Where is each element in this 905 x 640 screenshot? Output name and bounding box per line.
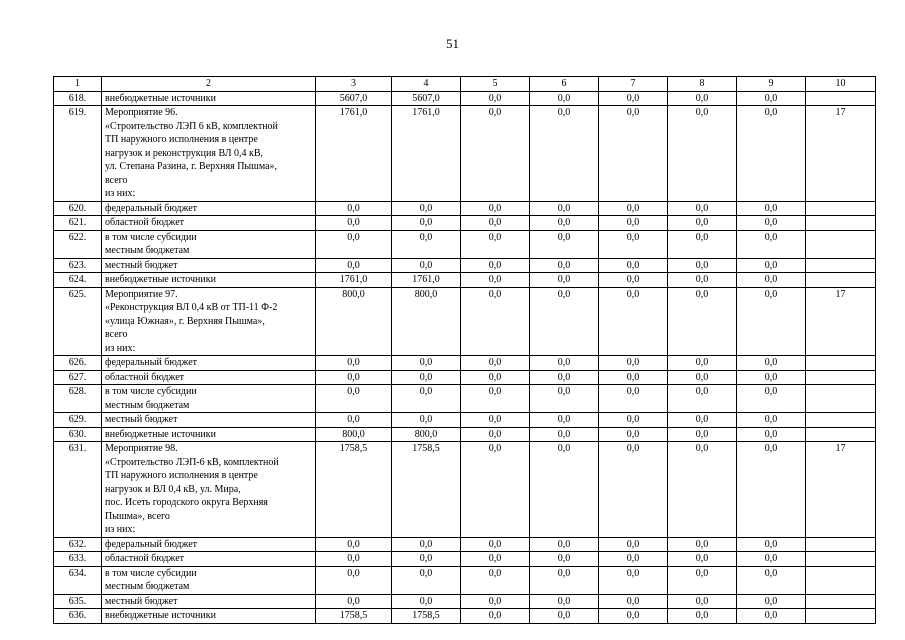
row-description: Мероприятие 97. «Реконструкция ВЛ 0,4 кВ от ТП-11 Ф-2 «улица Южная», г. Верхняя Пышма», всего из них: (102, 287, 316, 356)
row-value: 0,0 (599, 273, 668, 288)
row-reference: 17 (806, 442, 876, 538)
row-value: 0,0 (316, 552, 392, 567)
row-value: 0,0 (392, 413, 461, 428)
row-value: 0,0 (530, 427, 599, 442)
row-number: 620. (54, 201, 102, 216)
row-number: 630. (54, 427, 102, 442)
row-value: 0,0 (392, 258, 461, 273)
row-value: 0,0 (599, 287, 668, 356)
row-value: 0,0 (461, 91, 530, 106)
column-header: 3 (316, 77, 392, 92)
row-value: 0,0 (461, 552, 530, 567)
row-value: 0,0 (668, 287, 737, 356)
row-value: 0,0 (737, 258, 806, 273)
table-row (54, 609, 876, 624)
row-number: 635. (54, 594, 102, 609)
column-header: 10 (806, 77, 876, 92)
table-row (54, 537, 876, 552)
row-reference (806, 385, 876, 413)
row-value: 0,0 (737, 427, 806, 442)
row-description: в том числе субсидии местным бюджетам (102, 566, 316, 594)
row-value: 0,0 (668, 201, 737, 216)
row-value: 0,0 (737, 216, 806, 231)
budget-table (53, 76, 876, 624)
table-row (54, 427, 876, 442)
row-value: 0,0 (737, 106, 806, 202)
row-value: 0,0 (599, 537, 668, 552)
table-row (54, 91, 876, 106)
row-reference (806, 427, 876, 442)
row-value: 0,0 (599, 566, 668, 594)
row-value: 0,0 (668, 91, 737, 106)
row-value: 800,0 (316, 287, 392, 356)
row-value: 0,0 (737, 91, 806, 106)
row-value: 0,0 (668, 594, 737, 609)
row-reference (806, 413, 876, 428)
column-header: 9 (737, 77, 806, 92)
row-number: 618. (54, 91, 102, 106)
row-description: областной бюджет (102, 552, 316, 567)
column-header: 2 (102, 77, 316, 92)
row-value: 0,0 (737, 385, 806, 413)
table-row (54, 216, 876, 231)
row-value: 0,0 (599, 230, 668, 258)
row-value: 0,0 (316, 594, 392, 609)
row-value: 0,0 (392, 594, 461, 609)
row-value: 0,0 (392, 552, 461, 567)
row-description: федеральный бюджет (102, 356, 316, 371)
row-value: 0,0 (737, 356, 806, 371)
row-reference (806, 273, 876, 288)
row-value: 800,0 (392, 287, 461, 356)
row-value: 0,0 (737, 442, 806, 538)
row-value: 0,0 (461, 216, 530, 231)
row-value: 0,0 (392, 356, 461, 371)
row-reference (806, 566, 876, 594)
row-reference (806, 370, 876, 385)
row-value: 0,0 (599, 609, 668, 624)
row-value: 0,0 (668, 566, 737, 594)
row-value: 0,0 (668, 216, 737, 231)
row-value: 0,0 (668, 413, 737, 428)
row-value: 0,0 (530, 442, 599, 538)
row-value: 0,0 (461, 594, 530, 609)
row-description: в том числе субсидии местным бюджетам (102, 230, 316, 258)
row-value: 0,0 (599, 356, 668, 371)
row-value: 0,0 (668, 370, 737, 385)
row-value: 0,0 (530, 413, 599, 428)
row-number: 632. (54, 537, 102, 552)
row-value: 1761,0 (392, 106, 461, 202)
row-value: 0,0 (530, 370, 599, 385)
table-row (54, 201, 876, 216)
row-value: 0,0 (530, 258, 599, 273)
row-value: 0,0 (530, 106, 599, 202)
row-value: 0,0 (737, 201, 806, 216)
row-description: Мероприятие 98. «Строительство ЛЭП-6 кВ, комплектной ТП наружного исполнения в центре нагрузок и ВЛ 0,4 кВ, ул. Мира, пос. Исеть городского округа Верхняя Пышма», всего из них: (102, 442, 316, 538)
row-number: 627. (54, 370, 102, 385)
row-value: 0,0 (530, 594, 599, 609)
row-value: 0,0 (461, 413, 530, 428)
table-row (54, 594, 876, 609)
table-row (54, 552, 876, 567)
table-row (54, 566, 876, 594)
row-value: 0,0 (668, 258, 737, 273)
row-number: 634. (54, 566, 102, 594)
row-value: 0,0 (668, 427, 737, 442)
column-header: 1 (54, 77, 102, 92)
row-value: 0,0 (461, 230, 530, 258)
row-description: местный бюджет (102, 258, 316, 273)
row-value: 1758,5 (316, 442, 392, 538)
table-row (54, 230, 876, 258)
row-value: 0,0 (737, 230, 806, 258)
row-value: 0,0 (599, 106, 668, 202)
row-value: 0,0 (737, 287, 806, 356)
row-value: 0,0 (599, 258, 668, 273)
row-value: 0,0 (461, 385, 530, 413)
row-value: 0,0 (737, 273, 806, 288)
row-description: внебюджетные источники (102, 91, 316, 106)
row-value: 0,0 (599, 427, 668, 442)
row-value: 0,0 (668, 385, 737, 413)
row-value: 800,0 (392, 427, 461, 442)
row-value: 1758,5 (392, 609, 461, 624)
row-value: 0,0 (316, 258, 392, 273)
row-description: Мероприятие 96. «Строительство ЛЭП 6 кВ, комплектной ТП наружного исполнения в центре нагрузок и реконструкция ВЛ 0,4 кВ, ул. Степана Разина, г. Верхняя Пышма», всего из них: (102, 106, 316, 202)
row-reference (806, 216, 876, 231)
row-description: местный бюджет (102, 594, 316, 609)
row-reference (806, 356, 876, 371)
row-value: 1758,5 (316, 609, 392, 624)
row-number: 626. (54, 356, 102, 371)
row-value: 0,0 (316, 230, 392, 258)
row-value: 5607,0 (392, 91, 461, 106)
page-number: 51 (446, 36, 459, 51)
row-value: 0,0 (461, 273, 530, 288)
row-description: областной бюджет (102, 216, 316, 231)
row-value: 0,0 (599, 216, 668, 231)
row-reference (806, 594, 876, 609)
row-reference: 17 (806, 287, 876, 356)
row-value: 0,0 (530, 356, 599, 371)
column-header: 4 (392, 77, 461, 92)
row-value: 0,0 (461, 442, 530, 538)
row-value: 0,0 (316, 413, 392, 428)
row-value: 0,0 (530, 287, 599, 356)
row-value: 0,0 (530, 216, 599, 231)
row-value: 0,0 (461, 356, 530, 371)
row-value: 0,0 (461, 201, 530, 216)
header-row (54, 77, 876, 92)
row-value: 0,0 (316, 566, 392, 594)
row-number: 631. (54, 442, 102, 538)
table-row (54, 258, 876, 273)
row-reference (806, 201, 876, 216)
row-reference (806, 609, 876, 624)
row-value: 0,0 (392, 370, 461, 385)
row-value: 0,0 (668, 106, 737, 202)
row-value: 0,0 (668, 442, 737, 538)
row-value: 0,0 (461, 106, 530, 202)
row-reference (806, 537, 876, 552)
row-value: 0,0 (599, 201, 668, 216)
row-value: 0,0 (392, 537, 461, 552)
row-value: 0,0 (392, 216, 461, 231)
row-value: 0,0 (461, 609, 530, 624)
row-value: 0,0 (530, 230, 599, 258)
row-value: 0,0 (316, 201, 392, 216)
row-value: 0,0 (599, 413, 668, 428)
row-value: 0,0 (530, 385, 599, 413)
row-value: 5607,0 (316, 91, 392, 106)
row-reference (806, 230, 876, 258)
row-value: 0,0 (668, 537, 737, 552)
table-row (54, 442, 876, 538)
row-number: 633. (54, 552, 102, 567)
row-description: внебюджетные источники (102, 427, 316, 442)
row-value: 0,0 (737, 552, 806, 567)
row-value: 0,0 (668, 609, 737, 624)
row-reference (806, 552, 876, 567)
row-description: в том числе субсидии местным бюджетам (102, 385, 316, 413)
row-number: 623. (54, 258, 102, 273)
table-row (54, 287, 876, 356)
row-description: федеральный бюджет (102, 201, 316, 216)
row-value: 0,0 (461, 287, 530, 356)
table-row (54, 273, 876, 288)
row-value: 0,0 (461, 370, 530, 385)
row-value: 0,0 (316, 385, 392, 413)
row-value: 0,0 (530, 537, 599, 552)
row-value: 0,0 (392, 385, 461, 413)
table-row (54, 370, 876, 385)
row-value: 0,0 (392, 566, 461, 594)
column-header: 8 (668, 77, 737, 92)
row-value: 0,0 (392, 230, 461, 258)
row-value: 1761,0 (316, 106, 392, 202)
row-description: федеральный бюджет (102, 537, 316, 552)
row-value: 0,0 (316, 370, 392, 385)
row-value: 0,0 (316, 537, 392, 552)
row-reference (806, 91, 876, 106)
row-value: 1761,0 (392, 273, 461, 288)
row-number: 636. (54, 609, 102, 624)
column-header: 7 (599, 77, 668, 92)
row-reference: 17 (806, 106, 876, 202)
row-value: 0,0 (599, 594, 668, 609)
row-value: 0,0 (461, 537, 530, 552)
row-number: 622. (54, 230, 102, 258)
row-value: 0,0 (599, 552, 668, 567)
row-value: 0,0 (599, 370, 668, 385)
table-row (54, 413, 876, 428)
row-value: 0,0 (668, 273, 737, 288)
row-description: местный бюджет (102, 413, 316, 428)
row-value: 0,0 (530, 273, 599, 288)
column-header: 6 (530, 77, 599, 92)
row-value: 1761,0 (316, 273, 392, 288)
row-value: 0,0 (530, 552, 599, 567)
row-value: 0,0 (530, 201, 599, 216)
row-value: 0,0 (668, 552, 737, 567)
row-value: 0,0 (461, 258, 530, 273)
row-value: 0,0 (737, 537, 806, 552)
row-value: 0,0 (316, 356, 392, 371)
row-description: внебюджетные источники (102, 273, 316, 288)
row-value: 1758,5 (392, 442, 461, 538)
row-value: 0,0 (461, 427, 530, 442)
row-value: 0,0 (737, 609, 806, 624)
row-number: 619. (54, 106, 102, 202)
column-header: 5 (461, 77, 530, 92)
row-value: 0,0 (530, 566, 599, 594)
table-row (54, 356, 876, 371)
row-value: 0,0 (530, 91, 599, 106)
row-number: 629. (54, 413, 102, 428)
table-row (54, 385, 876, 413)
row-value: 0,0 (599, 385, 668, 413)
row-value: 0,0 (737, 370, 806, 385)
row-value: 800,0 (316, 427, 392, 442)
row-value: 0,0 (668, 356, 737, 371)
row-value: 0,0 (316, 216, 392, 231)
row-reference (806, 258, 876, 273)
row-number: 624. (54, 273, 102, 288)
row-value: 0,0 (599, 442, 668, 538)
row-value: 0,0 (530, 609, 599, 624)
row-number: 621. (54, 216, 102, 231)
row-number: 625. (54, 287, 102, 356)
row-value: 0,0 (737, 413, 806, 428)
row-description: областной бюджет (102, 370, 316, 385)
row-description: внебюджетные источники (102, 609, 316, 624)
row-value: 0,0 (737, 594, 806, 609)
row-value: 0,0 (737, 566, 806, 594)
row-number: 628. (54, 385, 102, 413)
table-row (54, 106, 876, 202)
row-value: 0,0 (392, 201, 461, 216)
row-value: 0,0 (599, 91, 668, 106)
row-value: 0,0 (461, 566, 530, 594)
row-value: 0,0 (668, 230, 737, 258)
